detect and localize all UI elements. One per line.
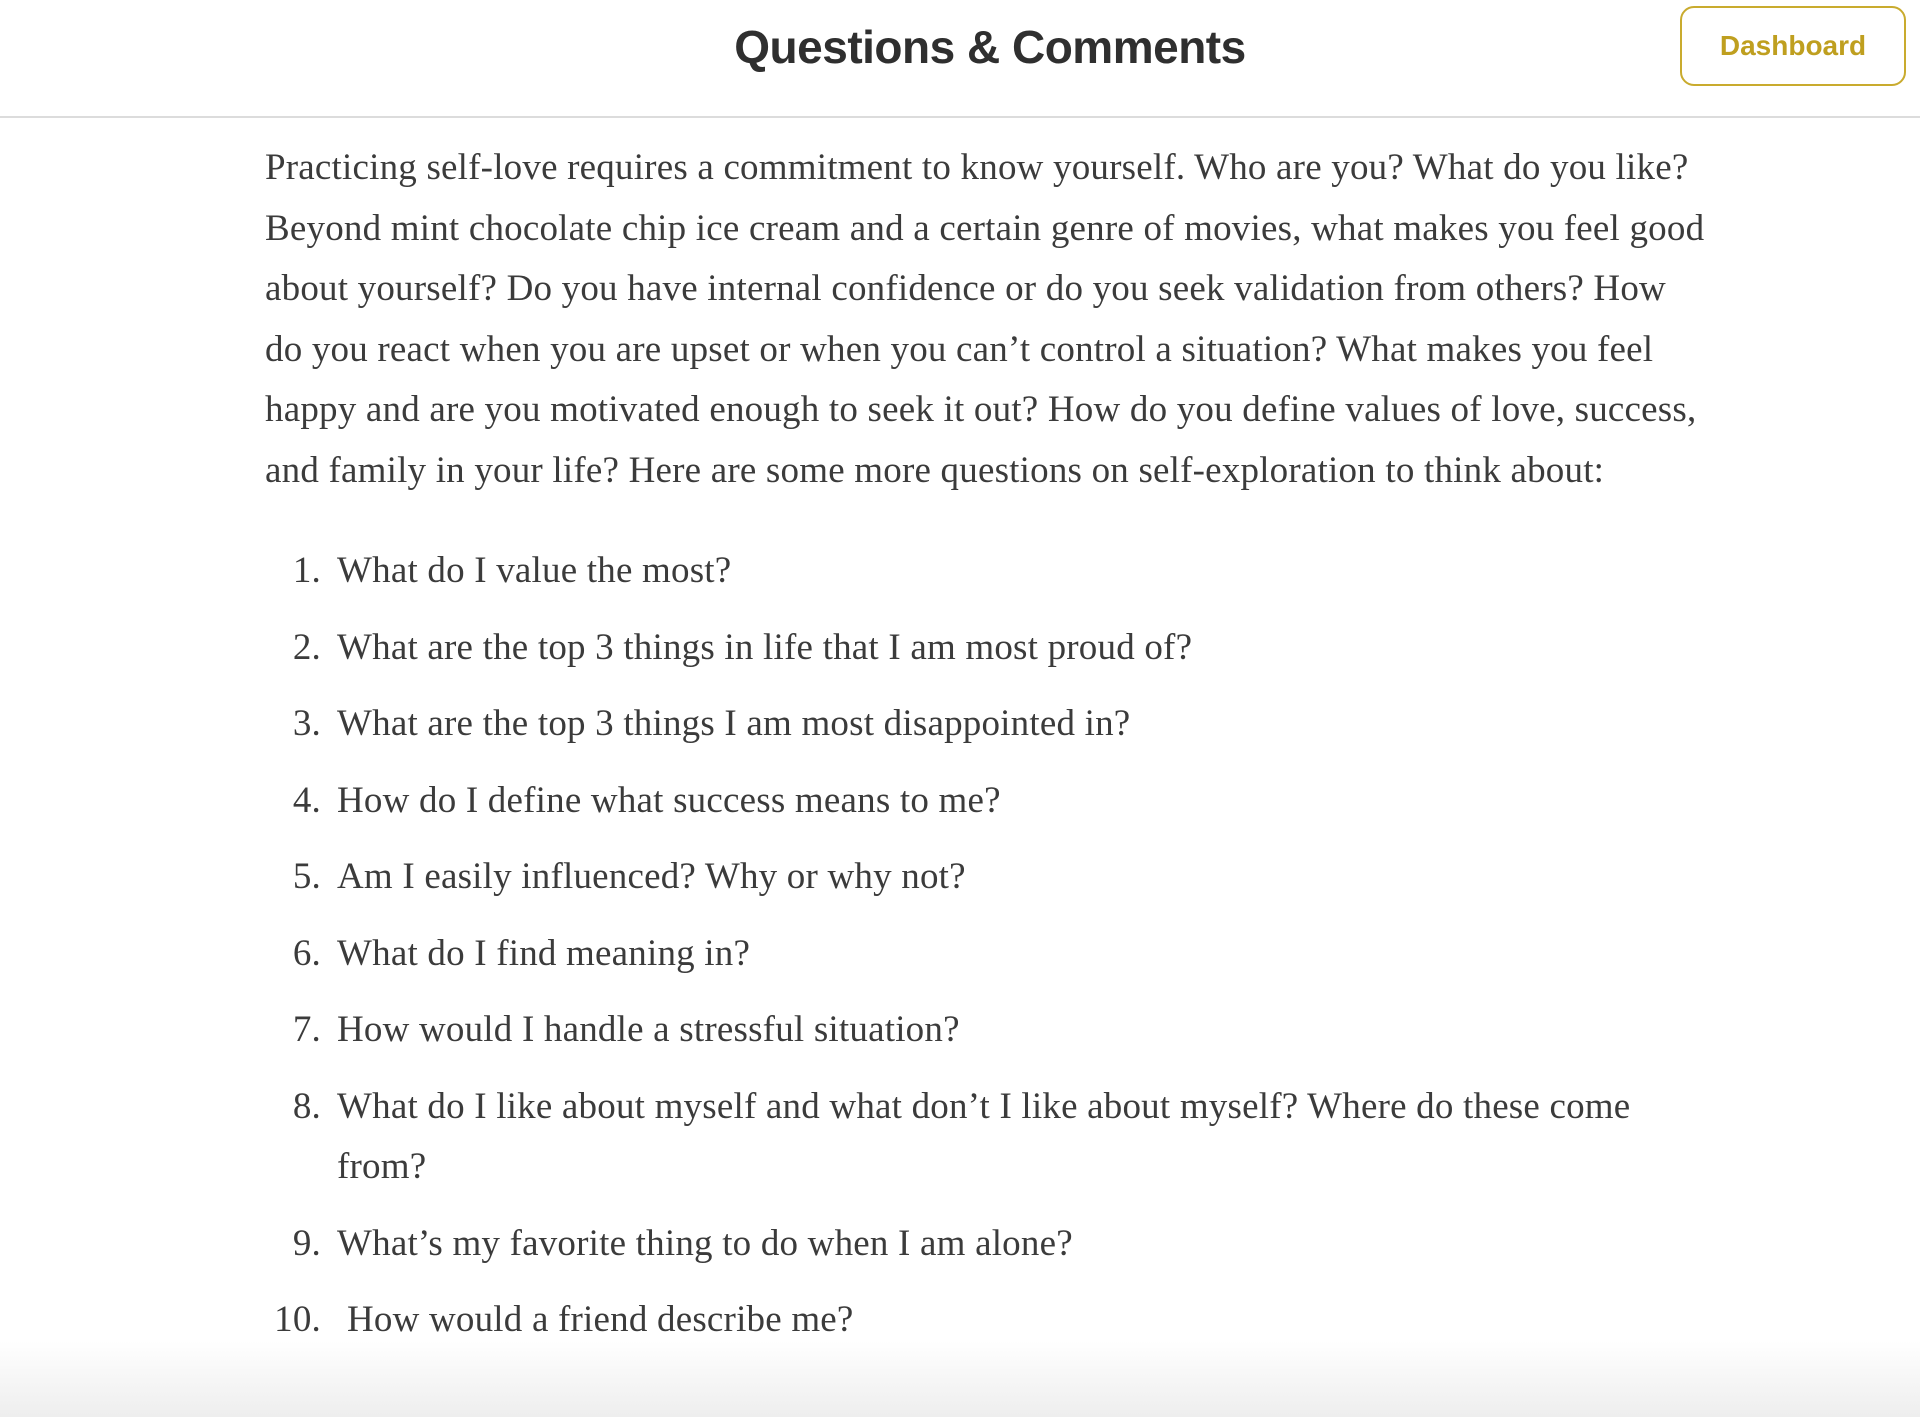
- intro-paragraph: Practicing self-love requires a commitment to know yourself. Who are you? What do you like? Beyond mint chocolate chip ice cream and a certain genre of movies, what makes you feel good about yourself? Do you have internal confidence or do you seek validation from others? How do you react when you are upset or when you can’t control a situation? What makes you feel happy and are you motivated enough to seek it out? How do you define values of love, success, and family in your life? Here are some more questions on self-exploration to think about:: [265, 147, 1705, 491]
- question-number: 6.: [292, 932, 321, 974]
- article-content: [265, 138, 1705, 1367]
- top-bar: [0, 0, 1920, 118]
- question-item: [265, 694, 1705, 755]
- question-item: [265, 1214, 1705, 1275]
- question-text: What are the top 3 things I am most disappointed in?: [337, 703, 1131, 744]
- page-title: Questions & Comments: [734, 21, 1246, 73]
- question-item: [265, 771, 1705, 832]
- question-text: What do I value the most?: [337, 550, 732, 591]
- question-text: How do I define what success means to me?: [337, 779, 1001, 821]
- question-text: What do I like about myself and what don’t I like about myself? Where do these come from?: [337, 1085, 1631, 1187]
- question-number: 2.: [292, 626, 321, 668]
- question-number: 7.: [292, 1009, 321, 1050]
- question-text: Am I easily influenced? Why or why not?: [337, 856, 966, 897]
- question-text: How would I handle a stressful situation?: [337, 1009, 960, 1050]
- question-text: How would a friend describe me?: [347, 1299, 854, 1340]
- question-item: [265, 1290, 1705, 1351]
- question-number: 3.: [292, 703, 321, 744]
- question-item: [265, 541, 1705, 602]
- question-item: [265, 618, 1705, 679]
- question-item: [265, 1000, 1705, 1061]
- question-number: 8.: [292, 1085, 321, 1127]
- question-item: [265, 847, 1705, 908]
- dashboard-button[interactable]: Dashboard: [1680, 6, 1906, 86]
- question-text: What do I find meaning in?: [337, 932, 751, 974]
- question-number: 1.: [292, 550, 321, 591]
- question-number: 10.: [274, 1299, 321, 1340]
- question-number: 4.: [292, 779, 321, 821]
- question-number: 9.: [292, 1222, 321, 1264]
- question-list: [265, 541, 1705, 1351]
- question-text: What’s my favorite thing to do when I am alone?: [337, 1222, 1073, 1264]
- question-item: [265, 1077, 1705, 1198]
- question-text: What are the top 3 things in life that I am most proud of?: [337, 626, 1193, 668]
- question-number: 5.: [292, 856, 321, 897]
- question-item: [265, 924, 1705, 985]
